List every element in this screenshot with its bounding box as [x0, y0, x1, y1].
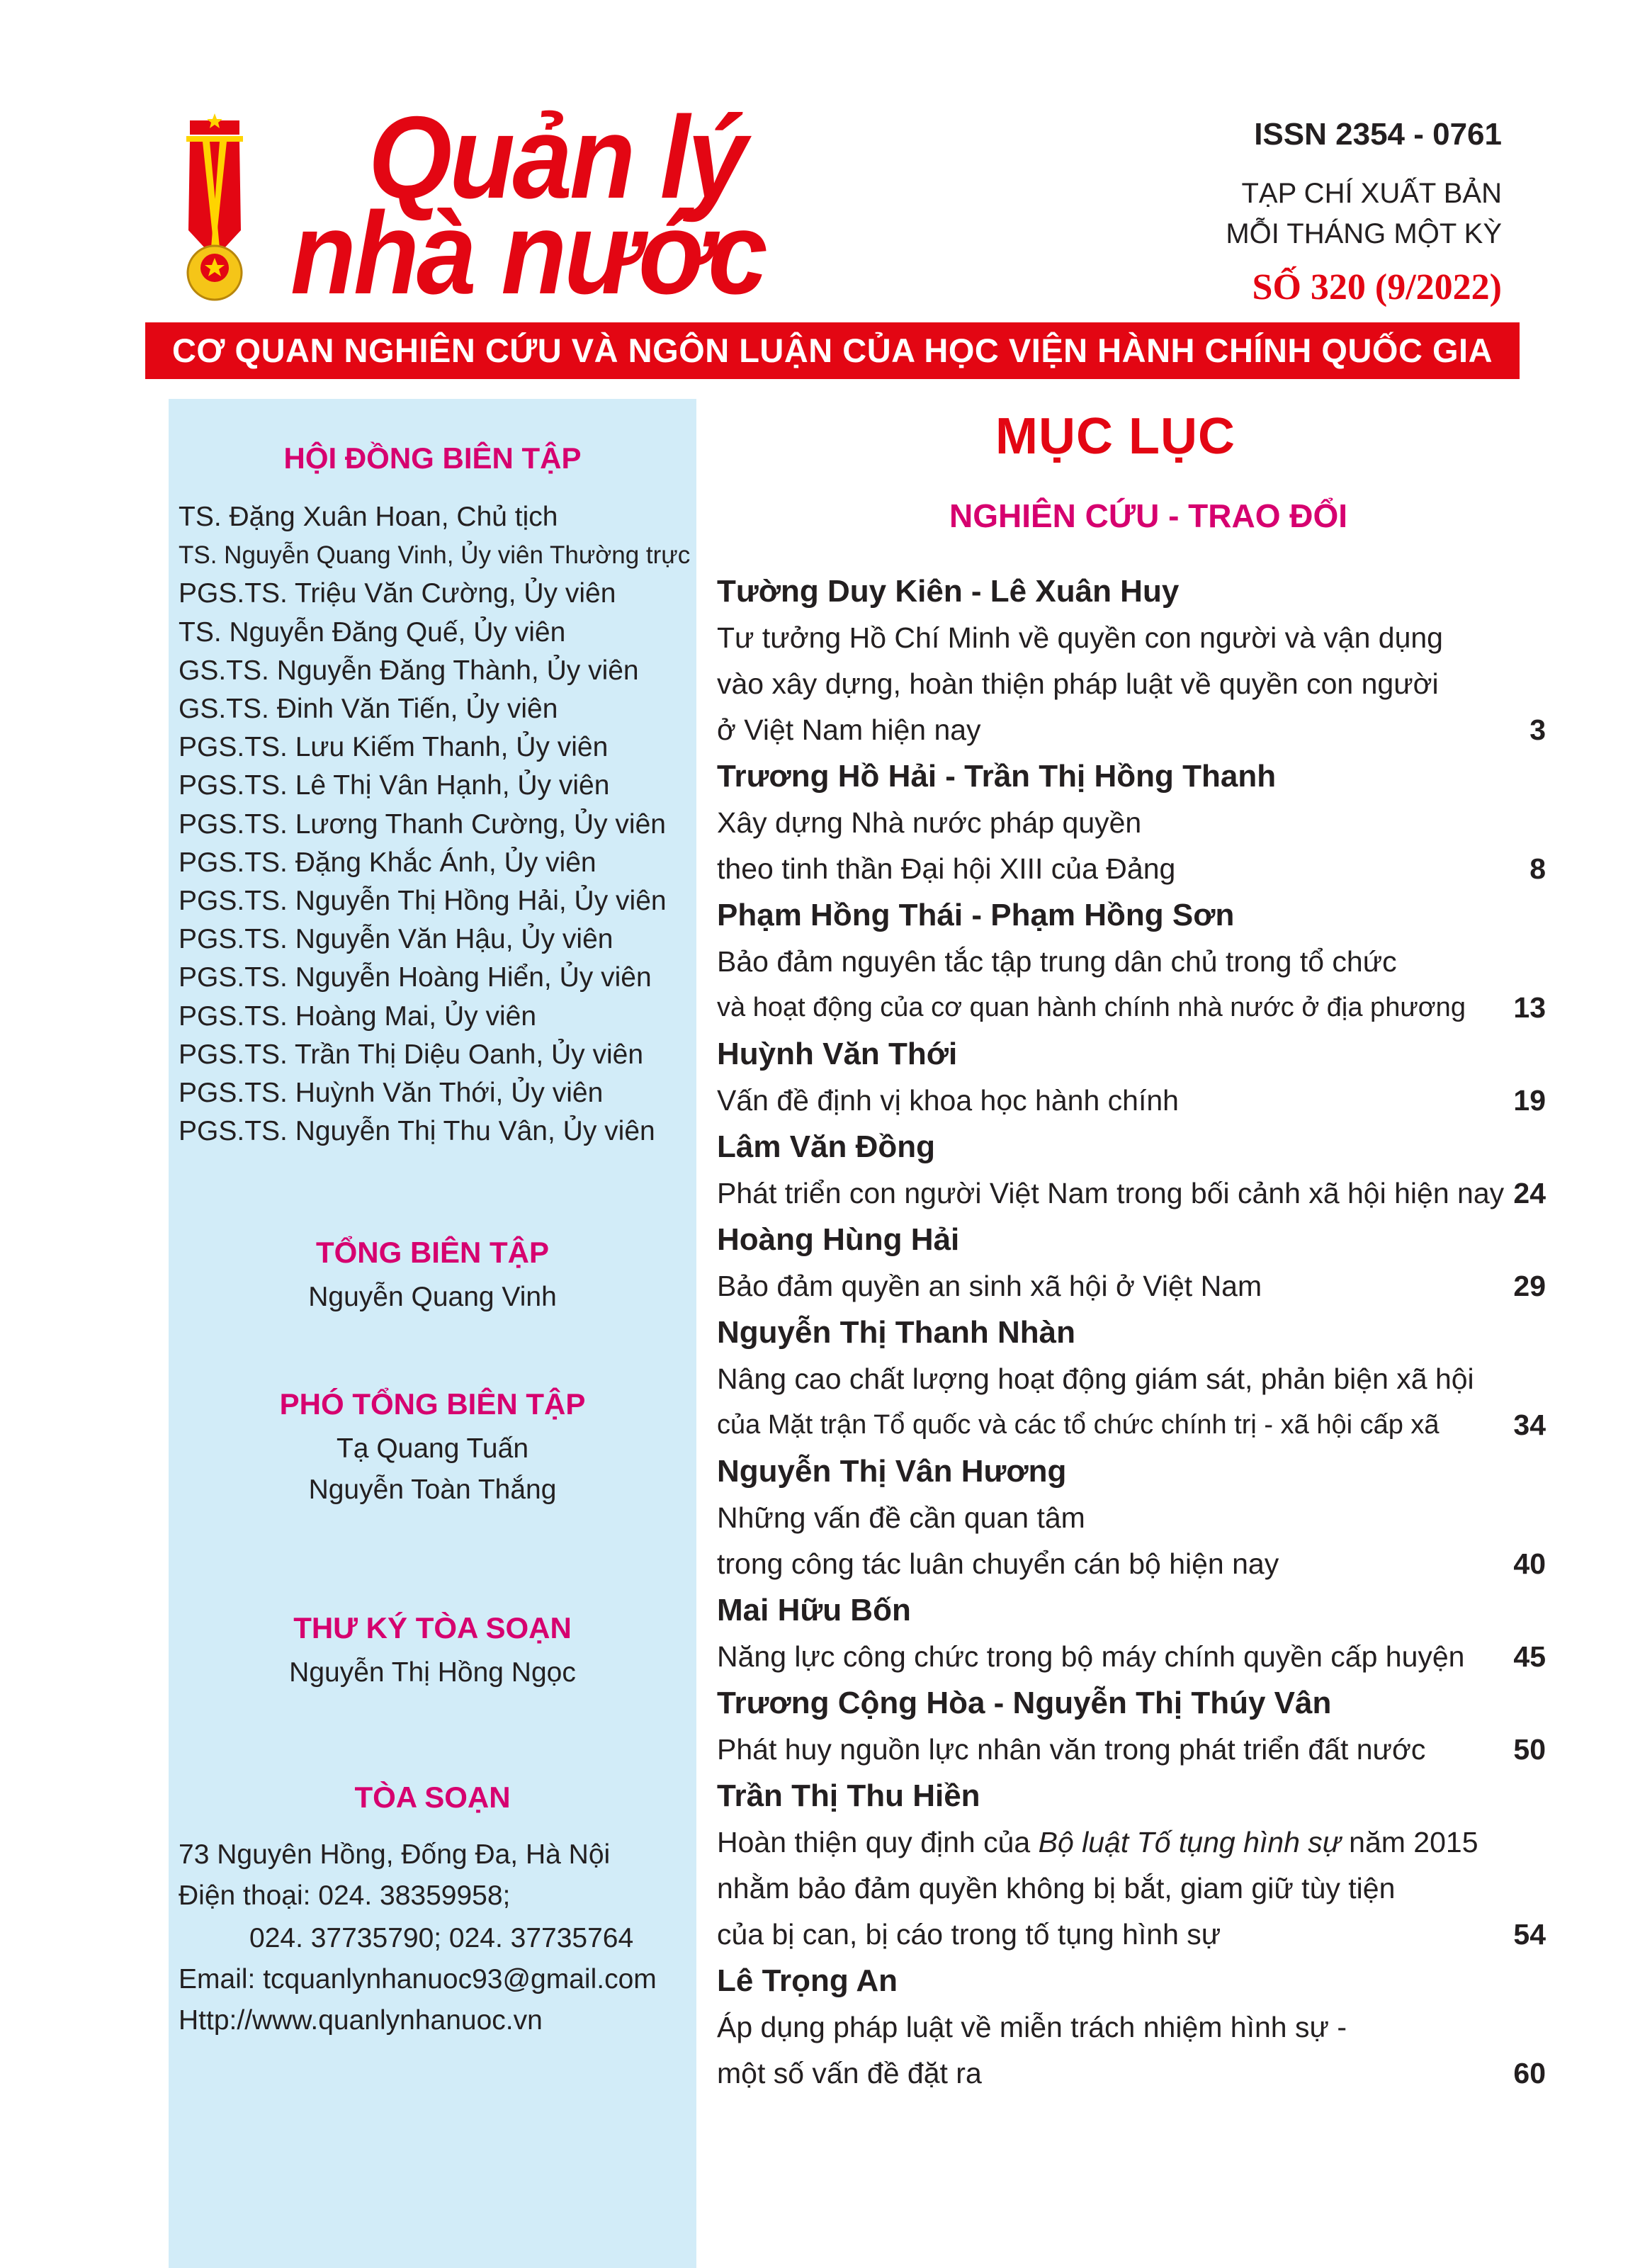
toc-title-line: Tư tưởng Hồ Chí Minh về quyền con người và vận dụng	[717, 621, 1443, 654]
toc-author: Trương Hồ Hải - Trần Thị Hồng Thanh	[717, 759, 1277, 794]
toc-entry[interactable]	[717, 1587, 1546, 1680]
toc-title-line: Phát huy nguồn lực nhân văn trong phát triển đất nước	[717, 1733, 1426, 1766]
toc-page-number: 24	[1513, 1177, 1546, 1209]
toc-list	[717, 568, 1546, 2097]
office-email[interactable]: Email: tcquanlynhanuoc93@gmail.com	[179, 1964, 657, 1995]
toc-title-italic: Bộ luật Tố tụng hình sự	[1038, 1826, 1341, 1858]
toc-page-number: 40	[1513, 1547, 1546, 1580]
board-member: PGS.TS. Huỳnh Văn Thới, Ủy viên	[179, 1078, 604, 1109]
toc-title-line: và hoạt động của cơ quan hành chính nhà nước ở địa phương	[717, 993, 1466, 1022]
toc-page-number: 8	[1529, 852, 1546, 885]
toc-page-number: 3	[1529, 713, 1546, 746]
publisher-banner: CƠ QUAN NGHIÊN CỨU VÀ NGÔN LUẬN CỦA HỌC VIỆN HÀNH CHÍNH QUỐC GIA	[145, 322, 1520, 379]
toc-title-line: Xây dựng Nhà nước pháp quyền	[717, 806, 1142, 839]
toc-page-number: 60	[1513, 2057, 1546, 2089]
editor-in-chief-heading: TỔNG BIÊN TẬP	[315, 1236, 549, 1269]
toc-author: Nguyễn Thị Vân Hương	[717, 1454, 1067, 1489]
issn: ISSN 2354 - 0761	[1254, 117, 1502, 152]
toc-title-line: Năng lực công chức trong bộ máy chính quyền cấp huyện	[717, 1640, 1465, 1673]
toc-entry[interactable]	[717, 753, 1546, 892]
toc-title-line: Những vấn đề cần quan tâm	[717, 1501, 1085, 1534]
toc-section-heading: NGHIÊN CỨU - TRAO ĐỔI	[949, 497, 1348, 534]
board-member: PGS.TS. Nguyễn Hoàng Hiển, Ủy viên	[179, 962, 652, 993]
toc-entry[interactable]	[717, 1680, 1546, 1773]
masthead-line1: Quản lý	[368, 92, 745, 222]
toc-title-text: Hoàn thiện quy định của	[717, 1826, 1039, 1858]
board-member: PGS.TS. Nguyễn Thị Thu Vân, Ủy viên	[179, 1116, 655, 1147]
board-member: TS. Đặng Xuân Hoan, Chủ tịch	[179, 502, 558, 532]
board-member: TS. Nguyễn Đăng Quế, Ủy viên	[179, 616, 566, 648]
masthead-line2: nhà nước	[290, 188, 766, 318]
board-member: GS.TS. Đinh Văn Tiến, Ủy viên	[179, 694, 558, 725]
board-member: GS.TS. Nguyễn Đăng Thành, Ủy viên	[179, 655, 639, 686]
toc-entry[interactable]	[717, 568, 1546, 753]
toc-page-number: 19	[1513, 1084, 1546, 1117]
toc-title-text: năm 2015	[1340, 1826, 1478, 1858]
toc-entry[interactable]	[717, 1124, 1546, 1217]
toc-entry[interactable]	[717, 1031, 1546, 1124]
board-heading: HỘI ĐỒNG BIÊN TẬP	[283, 441, 582, 475]
medal-emblem-icon	[183, 106, 247, 305]
toc-page-number: 45	[1513, 1640, 1546, 1673]
issue-number: SỐ 320 (9/2022)	[1252, 267, 1502, 308]
toc-title-line: một số vấn đề đặt ra	[717, 2057, 982, 2089]
office-website[interactable]: Http://www.quanlynhanuoc.vn	[179, 2005, 543, 2036]
deputy-editor-name: Tạ Quang Tuấn	[336, 1433, 529, 1464]
toc-title-line: ở Việt Nam hiện nay	[717, 713, 981, 746]
board-list	[179, 498, 690, 1151]
toc-title-line: Bảo đảm quyền an sinh xã hội ở Việt Nam	[717, 1270, 1262, 1302]
toc-entry[interactable]	[717, 1958, 1546, 2097]
toc-entry[interactable]	[717, 1448, 1546, 1587]
toc-author: Trương Cộng Hòa - Nguyễn Thị Thúy Vân	[717, 1686, 1332, 1720]
toc-author: Mai Hữu Bốn	[717, 1593, 911, 1627]
toc-author: Tường Duy Kiên - Lê Xuân Huy	[717, 574, 1180, 609]
toc-author: Phạm Hồng Thái - Phạm Hồng Sơn	[717, 898, 1235, 932]
toc-author: Lâm Văn Đồng	[717, 1129, 936, 1164]
board-member: PGS.TS. Lê Thị Vân Hạnh, Ủy viên	[179, 770, 610, 801]
toc-page-number: 34	[1513, 1409, 1546, 1441]
toc-title-line: Bảo đảm nguyên tắc tập trung dân chủ trong tổ chức	[717, 945, 1397, 978]
toc-entry[interactable]	[717, 1217, 1546, 1309]
toc-entry[interactable]	[717, 892, 1546, 1031]
secretary-name: Nguyễn Thị Hồng Ngọc	[289, 1657, 576, 1688]
board-member: PGS.TS. Triệu Văn Cường, Ủy viên	[179, 578, 616, 609]
deputy-editors-heading: PHÓ TỔNG BIÊN TẬP	[279, 1387, 586, 1421]
secretary-heading: THƯ KÝ TÒA SOẠN	[293, 1611, 572, 1644]
toc-title-line: nhằm bảo đảm quyền không bị bắt, giam giữ tùy tiện	[717, 1872, 1396, 1905]
toc-title-line: theo tinh thần Đại hội XIII của Đảng	[717, 852, 1176, 885]
toc-author: Lê Trọng An	[717, 1963, 898, 1998]
office-heading: TÒA SOẠN	[354, 1781, 511, 1814]
board-member: PGS.TS. Lương Thanh Cường, Ủy viên	[179, 808, 666, 840]
toc-author: Hoàng Hùng Hải	[717, 1222, 960, 1257]
board-member: PGS.TS. Lưu Kiếm Thanh, Ủy viên	[179, 732, 609, 763]
toc-page-number: 54	[1513, 1918, 1546, 1951]
toc-entry[interactable]	[717, 1309, 1546, 1448]
toc-title: MỤC LỤC	[995, 408, 1235, 465]
office-phone-line2: 024. 37735790; 024. 37735764	[249, 1923, 634, 1953]
toc-title-line: Phát triển con người Việt Nam trong bối cảnh xã hội hiện nay	[717, 1177, 1505, 1209]
toc-author: Trần Thị Thu Hiền	[717, 1778, 980, 1813]
toc-title-line: Nâng cao chất lượng hoạt động giám sát, phản biện xã hội	[717, 1363, 1474, 1395]
toc-page-number: 50	[1513, 1733, 1546, 1766]
frequency-line1: TẠP CHÍ XUẤT BẢN	[1241, 178, 1502, 209]
editor-in-chief-name: Nguyễn Quang Vinh	[308, 1282, 557, 1312]
deputy-editor-name: Nguyễn Toàn Thắng	[308, 1474, 557, 1505]
board-member: PGS.TS. Nguyễn Thị Hồng Hải, Ủy viên	[179, 886, 667, 917]
toc-page-number: 29	[1513, 1270, 1546, 1302]
toc-entry[interactable]	[717, 1773, 1546, 1958]
toc-title-line: trong công tác luân chuyển cán bộ hiện nay	[717, 1547, 1279, 1580]
toc-author: Huỳnh Văn Thới	[717, 1037, 958, 1071]
office-address: 73 Nguyên Hồng, Đống Đa, Hà Nội	[179, 1839, 611, 1870]
board-member: PGS.TS. Hoàng Mai, Ủy viên	[179, 1000, 537, 1032]
toc-title-line: Vấn đề định vị khoa học hành chính	[717, 1084, 1179, 1117]
toc-title-line	[717, 1820, 1478, 1866]
toc-title-line: Áp dụng pháp luật về miễn trách nhiệm hình sự -	[717, 2011, 1347, 2043]
office-phone-line1: Điện thoại: 024. 38359958;	[179, 1880, 511, 1911]
toc-title-line: vào xây dựng, hoàn thiện pháp luật về quyền con người	[717, 667, 1439, 700]
toc-title-line: của Mặt trận Tổ quốc và các tổ chức chính trị - xã hội cấp xã	[717, 1410, 1440, 1440]
board-member: PGS.TS. Nguyễn Văn Hậu, Ủy viên	[179, 924, 613, 955]
toc-title-line: của bị can, bị cáo trong tố tụng hình sự	[717, 1918, 1221, 1951]
toc-page-number: 13	[1513, 991, 1546, 1024]
frequency-line2: MỖI THÁNG MỘT KỲ	[1226, 218, 1502, 249]
toc-author: Nguyễn Thị Thanh Nhàn	[717, 1315, 1075, 1350]
board-member: TS. Nguyễn Quang Vinh, Ủy viên Thường trực	[179, 541, 691, 570]
board-member: PGS.TS. Đặng Khắc Ánh, Ủy viên	[179, 847, 596, 878]
board-member: PGS.TS. Trần Thị Diệu Oanh, Ủy viên	[179, 1039, 644, 1070]
